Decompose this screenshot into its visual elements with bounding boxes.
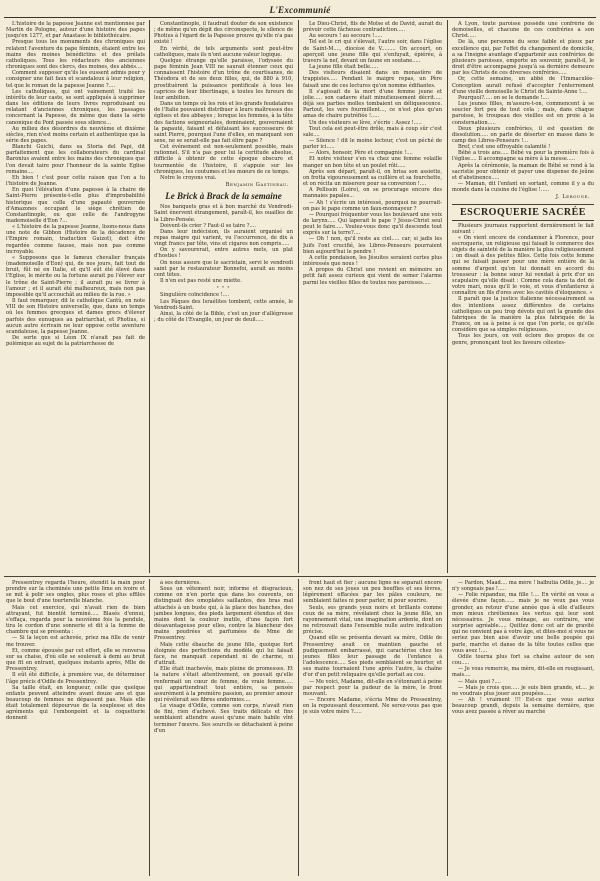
feuilleton-column-2 bbox=[154, 580, 293, 876]
paragraph: Les Pâques des Israélites tombent, cette année, le Vendredi-Saint. bbox=[154, 298, 293, 311]
paragraph: Les jeunes filles, m'assure-t-on, commencent à se soucier fort peu de tout cela ; mais, dans chaque paroisse, le troupeau des vieilles est en proie à la consternation..... bbox=[452, 101, 594, 126]
paragraph: — Me voici, Madame, dit-elle en s'étonnant à peine par respect pour la pudeur de la mère, le front mouvant. bbox=[303, 678, 442, 697]
paragraph: Odile tourna plus fort sa chaîne autour de son cou..... bbox=[452, 653, 594, 667]
paragraph: En vérité, de tels arguments sont peut-être catholiques, mais ils n'ont aucune valeur logique. bbox=[154, 45, 293, 58]
paragraph: Tout cela est peut-être drôle, mais à coup sûr c'est sale.... bbox=[303, 125, 442, 138]
paragraph: Sa taille était, en longueur, celle que quelque enfants peuvent atteindre avant douze ans et que beaucoup de femmes ne dépassent pas. Mais elle était totalement dépourvue de la souplesse et des agréments qui l'embonpoint et la coquetterie donnent bbox=[6, 684, 145, 722]
paragraph: Doivent-ils crier ? Faut-il se taire ?.... bbox=[160, 222, 256, 229]
paragraph: A propos du Christ une revient en mémoire un petit fait assez curieux qui vient de semer l'alarme parmi les vieilles filles de toutes nos paroisses..... bbox=[303, 267, 442, 286]
section-title-escroquerie: ESCROQUERIE SACRÉE bbox=[452, 204, 594, 221]
paragraph: Notre le croyons vrai. bbox=[160, 174, 217, 181]
paragraph: Le Dieu-Christ, fils de Moïse et de David, aurait du prévoir cette fâcheuse contradiction..... bbox=[303, 21, 442, 34]
newspaper-page bbox=[4, 3, 596, 878]
paragraph: Il faut remarquer, dit le catholique Cantù, en note VIII de son Histoire universelle, que, dans un temps où les femmes grecques et dames grecs d'élever parfois des eunuques au patriarchat, et Photius, si aucun autre écrivain ne leur oppose cette aventure scandaleuse, la papesse Jeanne. bbox=[6, 298, 145, 335]
paragraph: Au secours ! au secours !..... bbox=[309, 33, 383, 40]
feuilleton-text-4 bbox=[452, 580, 594, 715]
paragraph: Au milieu des désordres du neuvième et dixième siècles, rien n'est moins certain et authentique que la série des papes. bbox=[6, 125, 145, 144]
paragraph: A Lyon, toute paroisse possède une confrérie de demoiselles, et chacune de ces confréries a son Christ..... bbox=[452, 21, 594, 40]
running-head-title: L'Excommunié bbox=[269, 5, 331, 15]
feuilleton-separator bbox=[4, 576, 596, 577]
column-divider bbox=[298, 579, 299, 876]
paragraph: Deux plusieurs confréries, il est question de dissolution..... on parle de déserter en masse dans le camp des Libres-Penseurs !... bbox=[452, 125, 594, 144]
article-lyon bbox=[452, 21, 594, 193]
paragraph: Un des visiteurs se lève, s'écrie : Assez !..... bbox=[309, 119, 422, 126]
paragraph: Seuls, ses grands yeux noirs et brillants comme ceux de sa mère, révélaient chez la jeune fille, un rayonnement vital, une imagination ardente, dont on ne retrouvait dans l'ensemble nulle autre indication précise. bbox=[303, 604, 442, 636]
paragraph: Sous un vêtement noir, informe et disgracieux, comme on n'en porte que dans les couvents, on distinguait des omoplates saillantes, des bras mal attachés à un buste qui, à la place des hanches, des jambes longues, des pieds largement étendus et des mains dont la couleur inutile, d'une façon fort désavantageuse pour elles, contre la blancheur des mains poudrées et parfumées de Mme de Pressentrey. bbox=[154, 586, 293, 642]
column-1 bbox=[6, 21, 145, 573]
paragraph: — Mais je crois que..... je suis bien grande, et.... je ne voudrais plus jouer aux poupées..... bbox=[452, 684, 594, 697]
paragraph: — Oh ! non, qu'il reste au ciel..... car, si jadis les Juifs l'ont crucifié, les Libres-Penseurs pourraient bien aujourd'hui le pendre ! bbox=[303, 236, 442, 255]
paragraph: Presque tous les monuments des chroniques qui relatent l'aventure du pape féminin, étaient entre les mains des moines bénédictins et des prélats catholiques. Tous les rédacteurs des anciennes chroniques sont des clercs, des moines, des abbés.... bbox=[6, 39, 145, 71]
paragraph: L'histoire de la papesse Jeanne est mentionnée par Martin de Pologne, auteur d'une histoire des papes jusqu'en 1277, et par Anastase le bibliothécaire. bbox=[6, 21, 145, 40]
paragraph: Pressentrey regarda l'heure, étendit la main pour prendre sur la cheminée une petite lime en ivoire et se mit à polir ses ongles, plus roses et plus effilés que le bout d'une tourterelle blanche. bbox=[6, 580, 145, 605]
paragraph: Et notre visiteur s'en va chez une femme volaille manger un bon tête et un poulet rôti..... bbox=[303, 156, 442, 169]
paragraph: — Folie répandue, ma fille !.... En vérité on vous a élevée d'une façon...... mais je ne veux pas vous gronder, au retour d'une année que à elle d'ailleurs mon mieux chrétiennes les vertus qui leur sont nécessaires. Je vous ménage, au contraire, une surprise agréable..... Quittez donc cet air de gravité qui ne convient pas à votre âge, et dites-moi si vous ne seriez pas bien aise d'avoir une belle poupée qui parle, marche et danse de la tête toutes celles que vous avez !.... bbox=[452, 592, 594, 654]
column-3 bbox=[303, 21, 442, 573]
feuilleton-text-1 bbox=[6, 580, 145, 722]
paragraph: Bébé a trois ans..... Bébé va pour la première fois à l'église.... Il accompagne sa mère à la messe..... bbox=[452, 150, 594, 163]
paragraph: à ses dernières. bbox=[160, 580, 201, 586]
paragraph: « Supposons que le fameux chevalier français (mademoiselle d'Eon) qui, de nos jours, fait tout de bruit, fût né en Italie, et qu'il eût été élevé dans l'Eglise, le mérite ou la fortune aurait pu l'élever sur le trône de Saint-Pierre ; il aurait pu se livrer à l'amour ; et il aurait été malheureux, mais non pas impossible qu'il accouchât au milieu de la rue. » bbox=[6, 254, 145, 298]
paragraph: front haut et fier ; aucune ligne ne séparait encore son nez de ses joues un peu bouffies et ses lèvres, légèrement effacées par les pâles couleurs, ne semblaient faites ni pour parler, ni pour sourire. bbox=[303, 580, 442, 605]
article-brick-a-brack bbox=[154, 204, 293, 284]
paragraph: Il s'agissait de la mort d'une femme jeune et jolie..... son cadavre était minutieusement décrit..... déjà ses parties molles tombaient en déliquescence. Partout, les vers fourmillent..., ce n'est plus qu'un amas de chaire putréfiée !..... bbox=[303, 88, 442, 120]
paragraph: Il paraît que la justice italienne nécessairement sa des intentions assez différentes de certains catholiques un peu trop dévots qui ont la grande des fabriques de la manière la plus fabriquée de la France, on sa à peine à ce que l'on porte, ce qu'elle considère que sa simples religieuses. bbox=[452, 296, 594, 334]
paragraph: Comment supposer qu'ils les eussent admis pour y consigner une fait faux et scandaleux à leur religion, tel que le roman de la papesse Jeanne ?.... bbox=[6, 70, 145, 89]
paragraph: Dans un temps où les rois et les grands feudataires de l'Italie pouvaient distribuer à leurs maîtresses des églises et des abbayes ; lorsque les femmes, à la tête des factions seigneuriales, dominaient, gouvernaient la papauté, faisant et défaisant les successeurs de saint Pierre, pourquoi l'une d'elles, en manquant son sexe, ne se serait-elle pas fait élire pape ? bbox=[154, 101, 293, 144]
paragraph: Après son départ, paraît-il, on brisa son assiette, on frotta vigoureusement sa cuillère et sa fourchette, et on récita un miserere pour sa conversion !.... bbox=[303, 168, 442, 188]
paragraph: De sorte que si Léon IX n'avait pas fait de polémique au sujet de la patriarchesse de bbox=[6, 334, 145, 348]
paragraph: Mais cet exercice, qui n'avait rien de bien attrayant, fut bientôt terminé..... Blasés d'ennui, s'effaça, regarda pour la neuvième fois la pendule, tira le cordon d'une sonnerie et dit à la femme de chambre qui se présenta : bbox=[6, 604, 145, 636]
paragraph: — Je vous remercie, ma mère, dit-elle en rougissant, mais.... bbox=[452, 666, 594, 679]
paragraph: Il n'en est pas resté une miette. bbox=[160, 278, 242, 285]
column-divider bbox=[447, 579, 448, 876]
article-brick-a-brack-2 bbox=[154, 292, 293, 323]
column-2 bbox=[154, 21, 293, 573]
paragraph: — Mais quoi ?.... bbox=[458, 678, 501, 685]
paragraph: Nos banquets gras et à bon marché du Vendredi-Saint énervent étrangement, paraît-il, les ouailles de la Libre-Pensée. bbox=[154, 204, 293, 223]
paragraph: La jeune fille était belle..... bbox=[309, 64, 379, 71]
paragraph: Ainsi, la côté de la Bible, c'est un jour d'allégresse ; du côté de l'Evangile, un jour de deuil..... bbox=[154, 310, 293, 324]
running-head bbox=[4, 3, 596, 18]
feuilleton-text-3 bbox=[303, 580, 442, 715]
paragraph: Plusieurs journaux rapportent dernièrement le fait suivant : bbox=[452, 222, 594, 235]
feuilleton-column-4 bbox=[452, 580, 594, 876]
paragraph: Or, cette semaine, un abbé de l'Immaculée-Conception aurait refusé d'accepter l'enterrement d'une vieille demoiselle le Christ de Sainte-Anne !.... bbox=[452, 76, 594, 95]
column-divider bbox=[149, 579, 150, 876]
section-title-brick-a-brack: Le Brick à Brack de la semaine bbox=[165, 191, 282, 202]
paragraph: Bref, c'est une effroyable calamité ! bbox=[458, 144, 551, 151]
feuilleton-column-1 bbox=[6, 580, 145, 876]
paragraph: Les catholiques, qui ont vainement traité les intérêts de leur caste, se sont appliqués à supprimer dans les éditions de leurs livres reproduisant ou relatant d'anciennes chroniques, les passages concernant la Papesse, de même que dans la série canonique du Pont passée sous silence... bbox=[6, 88, 145, 126]
paragraph: Mais cette ébauche de jeune fille, quoique fort éloignée des perfections du modèle qui lui faisait face, ne manquait cependant ni de charme, ni d'attrait. bbox=[154, 641, 293, 667]
paragraph: En quoi l'élévation d'une papesse à la chaire de Saint-Pierre présente-t-elle plus d'improbabilité historique que celle d'une papauté gouvernée d'Amazones occupant le siège chrétien de Constantinople, ou que celle de l'androgyne mademoiselle d'Eon ?... bbox=[6, 187, 145, 224]
paragraph: A cette pondaison, les Jésuites seraient certes plus intéressés que nous ! bbox=[303, 254, 442, 268]
paragraph: « On vient encore de condamner à Florence, pour escroquerie, un religieuse qui faisait le commerce des objets de sainteté de la manière la plus religieusement : on disait à des petites filles. Cette fois cette femme qui se faisait passer pour une mère entière de la somme d'argent qu'on lui donnait en accord du trousseur : la bonne sœur lui vendait à prix d'or un scapulaire qu'elle disait : Comme cela dans ta dot de votre mari, nous qu'il le voie, et vous d'enfanterez à connaître un fils d'ores avec les cavités d'éloquence. » bbox=[452, 234, 594, 297]
paragraph: Constantinople, il faudrait douter de son existence ; de même qu'en dépit des circonspecte, le silence de Photius à l'égard de la Papesse prouve qu'elle n'a pas existé ! bbox=[154, 21, 293, 46]
paragraph: Pourquoi?..... on se le demande !.... bbox=[458, 94, 550, 101]
article-papesse-jeanne bbox=[6, 21, 145, 347]
article-papesse-continued bbox=[154, 21, 293, 181]
paragraph: — Pardon, Maad.... ma mère ! balbutia Odile, je.... je n'y songeais pas !..... bbox=[452, 580, 594, 593]
paragraph: — Ah ! s'écrie un intéressé, pourquoi ne pourrait-on pas le pape comme un faux-monnayeur ? bbox=[303, 199, 442, 212]
paragraph: On nous assure que le sacristain, servi le vendredi saint par le restaurateur Bonnefoi, aurait au moins cent têtes. bbox=[154, 259, 293, 278]
paragraph: — Si la leçon est achevée, priez ma fille de venir me trouver. bbox=[6, 635, 145, 648]
paragraph: Le visage d'Odile, comme son corps, n'avait rien de fini, rien d'achevé. Ses traits délicats et fins semblaient attendre aussi qu'une main habile vînt terminer l'œuvre. Ses sourcils se détachaient à peine d'un bbox=[154, 703, 293, 734]
paragraph: Singulière coïncidence !.... bbox=[160, 292, 230, 299]
article-signature: Benjamin Gastineau. bbox=[225, 182, 289, 189]
paragraph: Eh bien ! c'est pour cette raison que l'on a tu l'histoire de Jeanne. bbox=[6, 174, 145, 188]
paragraph: — Encore Madame, s'écria Mme de Pressentrey, en la repoussant doucement. Ne serez-vous pas que je suis votre mère ?..... bbox=[303, 696, 442, 716]
feuilleton-column-3 bbox=[303, 580, 442, 876]
column-divider bbox=[149, 20, 150, 573]
paragraph: Elle était inachevée, mais pleine de promesses. Et la nature s'était attentivement, on pouvait qu'elle renfermait un cœur de femme, de vraie femme..... qui appartiendrait tout entière, sa pensée assurément à la première passion, au premier amour qui révélerait ses fibres endormies.... bbox=[154, 666, 293, 703]
paragraph: Des visiteurs disaient dans un monastère de trappistes..... Pendant le maigre repas, un Père faisait une de ces lectures qu'on nomme édifiantes. bbox=[303, 70, 442, 89]
column-4 bbox=[452, 21, 594, 573]
paragraph: — Ah ! vraiment !!! Est-ce que vous auriez beaucoup grandi, depuis la semaine dernière, que vous avez passée à rêver au marché bbox=[452, 696, 594, 716]
column-divider bbox=[298, 20, 299, 573]
paragraph: Quelque étrange qu'elle paraisse, l'odyssée du pape féminin Jean VIII ne saurait étonner ceux qui connaissent l'histoire d'un trône de courtisanes, de Théodora et de ses deux filles, qui, de 880 à 910, prostituèrent la puissance pontificale à tous les caprices de leur libertinage, à toutes les fureurs de leur ambition. bbox=[154, 57, 293, 101]
paragraph: Cet événement est non-seulement possible, mais rationnel. S'il n'a pas pour lui la certitude absolue, difficile à obtenir de cette époque obscure et tourmentée de l'histoire, il s'appuie sur les chroniques, les coutumes et les mœurs de ce temps. bbox=[154, 144, 293, 175]
paragraph: — Silence ! dit le moine lecteur, c'est un péché de parler ici..... bbox=[303, 137, 442, 151]
paragraph: Après la cérémonie, la maman de Bébé se rend à la sacristie pour obtenir et payer une dispense de jeûne et d'abstinence..... bbox=[452, 162, 594, 181]
paragraph: De là, une personne du sexe faible et pieux par excellence qui, par l'effet du changement de domicile, a sa l'insigne avantage d'appartenir aux confréries de plusieurs paroisses, emporte un souvenir, paraît-il, le droit d'être accompagné jusqu'à sa dernière demeure par les Christs de ces diverses confréries..... bbox=[452, 39, 594, 77]
paragraph: — Pourquoi fréquenter vous les boulevard une voix de larynx..... Qui laperait le pape ? Jésus-Christ seul peut le faire..... Voulez-vous donc qu'il descende tout exprès sur la terre?.... bbox=[303, 211, 442, 237]
paragraph: Blanchi Guichi, dans sa Storia del Papi, dit parfaitement que les collaborateurs du cardinal Baronius avaient entre les mains des chroniques que l'on devait taire pour l'honneur de la sainte Eglise romaine.... bbox=[6, 144, 145, 175]
separator-stars: * * * bbox=[216, 285, 231, 291]
paragraph: Dans leur indécision, ils auraient organisé un repas maigre qui varient, vu l'occurrence, de dix à vingt francs par tête, vins et cigares non compris..... bbox=[154, 228, 293, 248]
feuilleton-text-2 bbox=[154, 580, 293, 734]
paragraph: Tel est le cri qui s'élevait, l'autre soir, dans l'église de Saint-M...., diocèse de V......... On accourt, on aperçoit une jeune fille qui s'enfuyait, épiérée, à travers la nef, devant un faune en soutane..... bbox=[303, 39, 442, 64]
article-escroquerie bbox=[452, 223, 594, 346]
paragraph: Tous les jours, on voit éclore des propos de ce genre, prononçant tout les faveurs célestes- bbox=[452, 333, 594, 346]
paragraph: Il eût été difficile, à première vue, de déterminer l'âge précis d'Odile de Pressentrey. bbox=[6, 672, 145, 685]
paragraph: — Alors, bonsoir, Père et compagnie !.... bbox=[309, 150, 413, 157]
paragraph: « L'histoire de la papesse Jeanne, lisons-nous dans une note de Gibbon (Histoire de la décadence de l'Empire romain, traduction Guizot), doit être regardée comme fausse, mais non pas comme incroyable. bbox=[6, 224, 145, 255]
paragraph: A Pellissin (Loire), on se procurage encore des mannaies papales... bbox=[303, 187, 442, 200]
article-signature: J. Lerouge. bbox=[555, 194, 590, 201]
column-divider bbox=[447, 20, 448, 573]
paragraph: Quand elle se présenta devant sa mère, Odile de Pressentrey avait ce maintien gauche et pudiquement embarrassé, qui caractérise chez les jeunes filles leur passage de l'enfance à l'adolescence..... Ses pieds semblaient se heurter, et ses mains tournaient l'une après l'autre, la chaîne d'or d'un petit reliquaire qu'elle portait au cou. bbox=[303, 635, 442, 679]
paragraph: On y savourerait, entre autres mets, un plat d'hosties ! bbox=[154, 247, 293, 260]
paragraph: Et, comme épousée par cet effort, elle se renversa sur sa chaise, d'où elle se soulevait à demi au bruit que fit en entrant, quelques instants après, Mlle de Pressentrey. bbox=[6, 647, 145, 673]
article-chronicle bbox=[303, 21, 442, 286]
paragraph: — Maman, dit l'enfant en sortant, comme il y a du monde dans la cuisine de l'église !..... bbox=[452, 181, 594, 194]
